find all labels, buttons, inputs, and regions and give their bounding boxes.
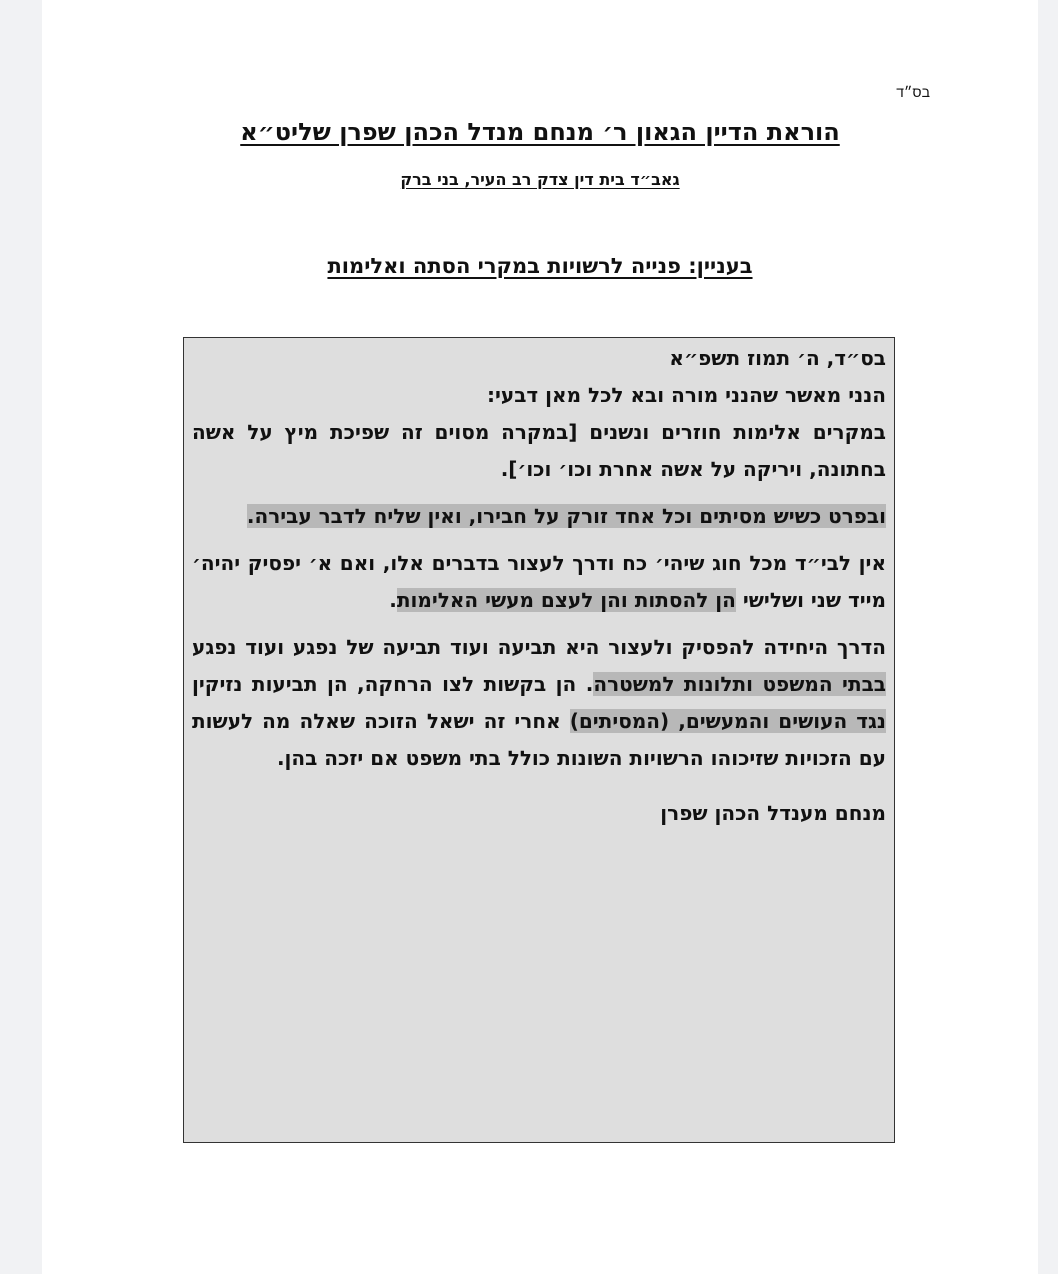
paragraph-2	[192, 498, 886, 535]
bsd-mark: בס״ד	[896, 84, 930, 100]
paragraph-1: במקרים אלימות חוזרים ונשנים [במקרה מסוים זה שפיכת מיץ על אשה בחתונה, ויריקה על אשה אחרת וכו׳ וכו׳].	[192, 420, 886, 481]
date-line: בס״ד, ה׳ תמוז תשפ״א	[669, 346, 886, 370]
intro-line: הנני מאשר שהנני מורה ובא לכל מאן דבעי:	[487, 383, 886, 407]
paragraph-3	[192, 545, 886, 619]
highlight-p4-courts: בבתי המשפט ותלונות למשטרה	[593, 672, 886, 696]
p4-text-e: אחרי זה ישאל הזוכה שאלה מה לעשות עם הזכויות שזיכוהו הרשויות השונות כולל בתי משפט אם יזכה בהן.	[192, 709, 886, 770]
p3-text-a: אין לבי״ד מכל חוג שיהי׳ כח ודרך לעצור בדברים אלו, ואם א׳ יפסיק יהיה׳ מייד שני ושלישי	[192, 551, 886, 612]
p4-text-c: . הן בקשות לצו הרחקה, הן תביעות נזיקין	[192, 672, 594, 696]
p3-text-c: .	[389, 588, 397, 612]
highlight-p3: הן להסתות והן לעצם מעשי האלימות	[396, 588, 736, 612]
highlight-p2: ובפרט כשיש מסיתים וכל אחד זורק על חבירו, ואין שליח לדבר עבירה.	[246, 504, 886, 528]
document-subtitle: גאב״ד בית דין צדק רב העיר, בני ברק	[400, 170, 680, 189]
p4-text-a: הדרך היחידה להפסיק ולעצור היא תביעה ועוד תביעה של נפגע ועוד נפגע	[192, 635, 886, 659]
letter-box	[183, 337, 895, 1143]
highlight-p4-against: נגד העושים והמעשים, (המסיתים)	[569, 709, 886, 733]
signature: מנחם מענדל הכהן שפרן	[660, 801, 886, 825]
document-page	[42, 0, 1038, 1274]
subject-line: בעניין: פנייה לרשויות במקרי הסתה ואלימות	[327, 254, 753, 278]
document-title: הוראת הדיין הגאון ר׳ מנחם מנדל הכהן שפרן שליט״א	[240, 118, 840, 146]
paragraph-4	[192, 629, 886, 777]
